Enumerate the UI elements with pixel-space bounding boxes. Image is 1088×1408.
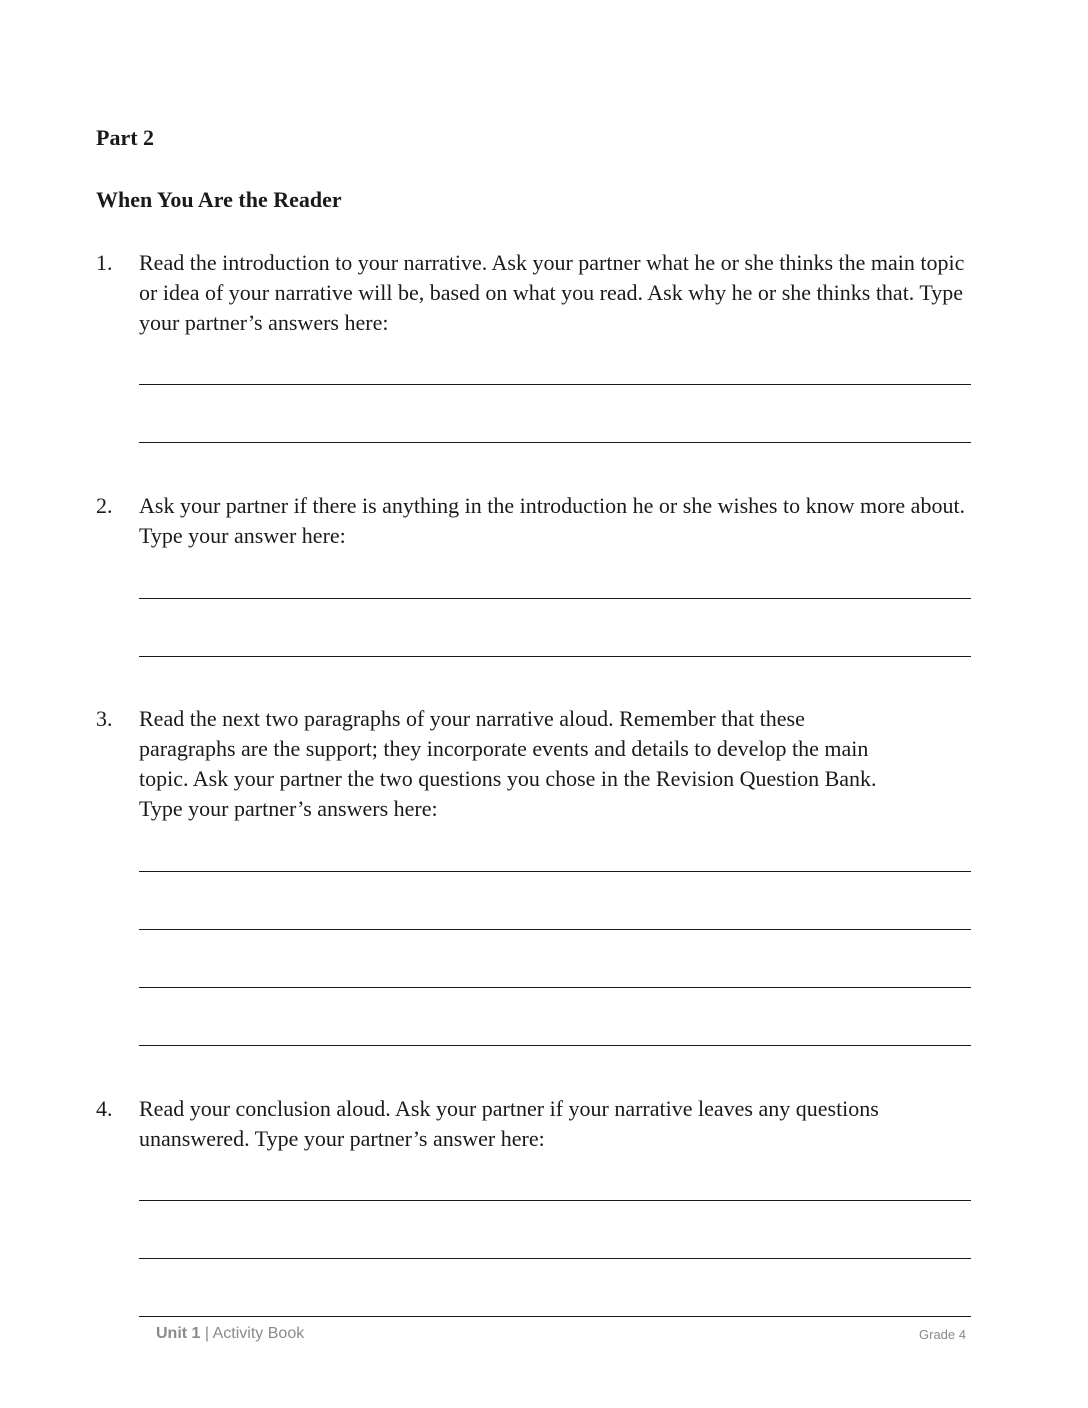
footer-unit: Unit 1 — [156, 1325, 201, 1342]
answer-line[interactable] — [139, 384, 971, 385]
section-title: When You Are the Reader — [96, 187, 342, 212]
footer-grade: Grade 4 — [919, 1327, 966, 1342]
answer-line[interactable] — [139, 1200, 971, 1201]
part-title: Part 2 — [96, 125, 155, 150]
question-text: Read the next two paragraphs of your narrative aloud. Remember that these paragraphs are the support; they incorporate events and details to develop the main topic. Ask your partner the two questions you chose in the Revision Question Bank. Type your partner’s answers here: — [139, 706, 877, 821]
question-text: Read your conclusion aloud. Ask your partner if your narrative leaves any questions unanswered. Type your partner’s answer here: — [139, 1096, 879, 1151]
question-number: 3. — [96, 706, 113, 731]
answer-line[interactable] — [139, 656, 971, 657]
footer-divider — [139, 1316, 971, 1317]
question-text: Ask your partner if there is anything in the introduction he or she wishes to know more about. Type your answer here: — [139, 493, 966, 548]
footer-book: Activity Book — [212, 1325, 305, 1342]
answer-line[interactable] — [139, 1258, 971, 1259]
question-number: 1. — [96, 250, 113, 275]
question-text: Read the introduction to your narrative. Ask your partner what he or she thinks the main topic or idea of your narrative will be, based on what you read. Ask why he or she thinks that. Type your partner’s answers here: — [139, 250, 965, 335]
answer-line[interactable] — [139, 598, 971, 599]
answer-line[interactable] — [139, 1045, 971, 1046]
answer-line[interactable] — [139, 871, 971, 872]
question-number: 4. — [96, 1096, 113, 1121]
footer-separator: | — [204, 1325, 210, 1342]
question-number: 2. — [96, 493, 113, 518]
answer-line[interactable] — [139, 987, 971, 988]
footer-unit-label — [156, 1324, 304, 1344]
answer-line[interactable] — [139, 442, 971, 443]
answer-line[interactable] — [139, 929, 971, 930]
